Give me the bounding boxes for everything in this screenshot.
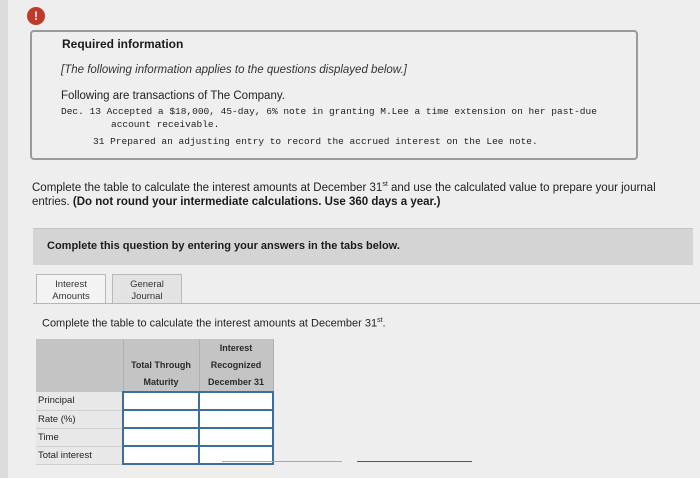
tabs-banner-text: Complete this question by entering your answers in the tabs below. [47, 240, 400, 252]
tab-label-line: Journal [131, 291, 163, 302]
table-row [36, 392, 273, 410]
row-label-time: Time [36, 428, 123, 446]
transaction-1 [61, 106, 597, 117]
tab-general-journal[interactable] [112, 274, 182, 304]
alert-icon: ! [27, 7, 45, 25]
instructions [32, 178, 672, 209]
table-row [36, 410, 273, 428]
tabs-banner [33, 228, 693, 265]
tab-label-line: Interest [55, 279, 87, 290]
required-information-box [30, 30, 638, 160]
tab-divider [33, 303, 700, 304]
table-row [36, 428, 273, 446]
row-label-rate: Rate (%) [36, 410, 123, 428]
instructions-text-cont: and use the calculated value to prepare your journal entries. [32, 181, 656, 208]
instructions-text: Complete the table to calculate the interest amounts at December 31 [32, 181, 383, 194]
interest-table [36, 339, 274, 465]
time-maturity-input[interactable] [123, 428, 199, 446]
header-interest-recognized [199, 339, 273, 392]
time-dec31-input[interactable] [199, 428, 273, 446]
header-line: Recognized [210, 360, 262, 370]
header-total-through-maturity [123, 339, 199, 392]
divider [357, 461, 472, 462]
header-line: Total Through [131, 360, 191, 370]
principal-maturity-input[interactable] [123, 392, 199, 410]
question-end: . [382, 317, 386, 330]
row-label-principal: Principal [36, 392, 123, 410]
tab-interest-amounts[interactable] [36, 274, 106, 304]
rate-maturity-input[interactable] [123, 410, 199, 428]
principal-dec31-input[interactable] [199, 392, 273, 410]
tab-label-line: Amounts [52, 291, 90, 302]
transaction-text: Accepted a $18,000, 45-day, 6% note in granting M.Lee a time extension on her past-due [106, 106, 597, 117]
rate-dec31-input[interactable] [199, 410, 273, 428]
transaction-text: Prepared an adjusting entry to record the accrued interest on the Lee note. [110, 136, 538, 147]
window-edge [0, 0, 8, 478]
info-intro: Following are transactions of The Company. [61, 90, 285, 102]
header-line: Interest [219, 343, 253, 353]
ordinal-suffix: st [377, 317, 383, 324]
transaction-date: 31 [93, 136, 105, 147]
divider [222, 461, 342, 462]
instructions-bold: (Do not round your intermediate calculations. Use 360 days a year.) [72, 195, 441, 208]
transaction-1-continuation: account receivable. [111, 119, 220, 130]
info-title: Required information [62, 37, 184, 51]
table-header-blank [36, 339, 123, 392]
info-subtitle: [The following information applies to the questions displayed below.] [61, 64, 407, 76]
question-text [42, 317, 386, 330]
tab-label-line: General [130, 279, 164, 290]
question-main: Complete the table to calculate the interest amounts at December 31 [42, 317, 378, 330]
ordinal-suffix: st [382, 181, 388, 188]
transaction-date: Dec. 13 [61, 106, 101, 117]
transaction-2 [93, 136, 538, 147]
row-label-total-interest: Total interest [36, 446, 123, 464]
header-line: Maturity [143, 377, 179, 387]
header-line: December 31 [207, 377, 265, 387]
total-interest-maturity-output[interactable] [123, 446, 199, 464]
